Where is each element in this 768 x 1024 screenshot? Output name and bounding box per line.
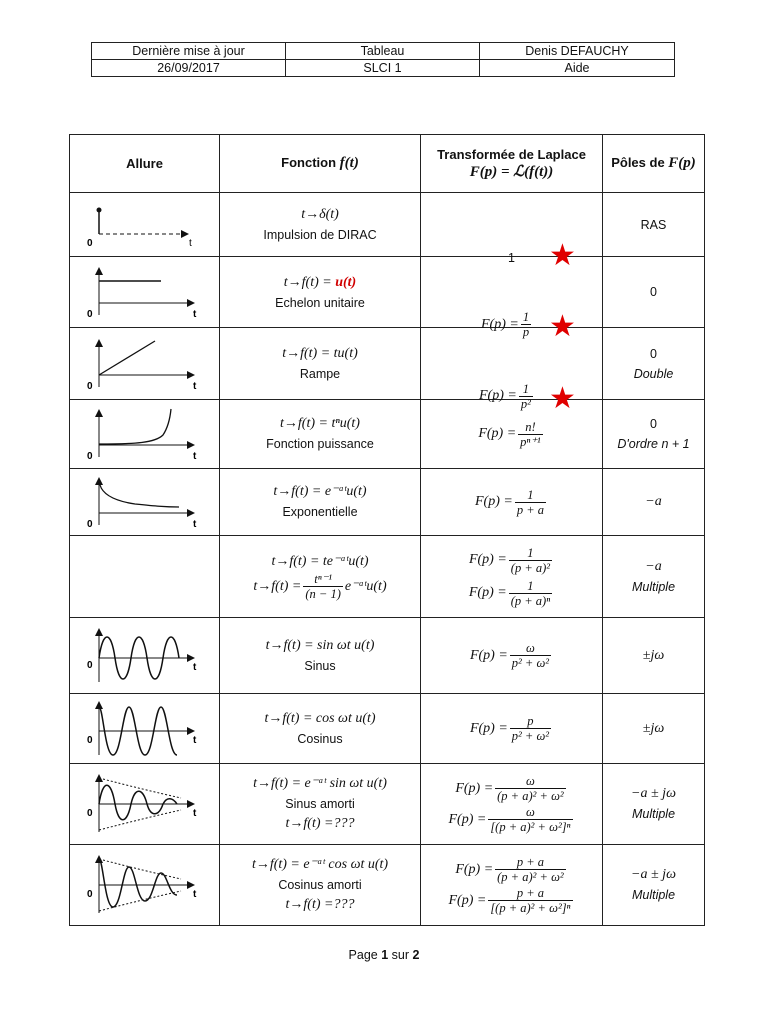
sinus-function: t→f(t) = sin ωt u(t) Sinus: [220, 618, 421, 694]
star-icon: ★: [549, 310, 576, 343]
header-table: [91, 42, 675, 77]
header-cell: SLCI 1: [286, 60, 480, 77]
sinamorti-poles: −a ± jω Multiple: [603, 764, 705, 845]
table-row: [70, 257, 705, 328]
header-cell: Tableau: [286, 43, 480, 60]
sinamorti-graph: [85, 772, 205, 836]
expo-graph: [85, 475, 205, 529]
col-poles: Pôles de F(p): [603, 135, 705, 193]
svg-text:t: t: [192, 661, 196, 673]
graph-sinamorti: [70, 764, 220, 845]
table-row: [70, 845, 705, 926]
col-allure: Allure: [70, 135, 220, 193]
svg-text:t: t: [188, 237, 192, 249]
expo-laplace: F(p) = $\frac{1}{p + a}$: [421, 469, 603, 536]
expo-poles: −a: [603, 469, 705, 536]
graph-puissance: [70, 400, 220, 469]
expo-function: t→f(t) = e⁻ᵃᵗu(t) Exponentielle: [220, 469, 421, 536]
header-cell: Dernière mise à jour: [92, 43, 286, 60]
svg-text:0: 0: [86, 808, 93, 819]
table-row: [70, 694, 705, 764]
graph-expo: [70, 469, 220, 536]
col-laplace: Transformée de Laplace F(p) = ℒ(f(t)): [421, 135, 603, 193]
dirac-poles: RAS: [603, 193, 705, 257]
svg-text:0: 0: [86, 380, 93, 391]
svg-text:0: 0: [86, 734, 93, 746]
svg-text:t: t: [192, 309, 196, 319]
dirac-graph: [85, 198, 205, 252]
star-icon: ★: [549, 238, 576, 272]
graph-sinus: [70, 618, 220, 694]
cosamorti-poles: −a ± jω Multiple: [603, 845, 705, 926]
table-row: [70, 618, 705, 694]
laplace-table: [69, 134, 705, 926]
echelon-poles: 0: [603, 257, 705, 328]
puissance-laplace: F(p) = $\frac{n!}{\text{pⁿ⁺¹}}$: [421, 400, 603, 469]
svg-text:0: 0: [86, 659, 93, 671]
cosamorti-graph: [85, 853, 205, 917]
cosinus-function: t→f(t) = cos ωt u(t) Cosinus: [220, 694, 421, 764]
puissance-poles: 0 D'ordre n + 1: [603, 400, 705, 469]
table-header-row: [70, 135, 705, 193]
header-cell: 26/09/2017: [92, 60, 286, 77]
svg-text:t: t: [192, 519, 196, 529]
cosamorti-laplace: F(p) = $\frac{p + a}{\text{(p + a)² + ω²}}$ F(p) = $\frac{p + a}{\text{[(p + a)² + ω²]ⁿ}}$: [421, 845, 603, 926]
sinamorti-laplace: F(p) = $\frac{\omega}{\text{(p + a)² + ω²}}$ F(p) = $\frac{\omega}{\text{[(p + a)² + ω²]ⁿ}}$: [421, 764, 603, 845]
svg-text:0: 0: [86, 237, 93, 249]
svg-text:t: t: [192, 451, 196, 461]
rampe-function: t→f(t) = tu(t) Rampe: [220, 328, 421, 400]
puissance-graph: [85, 407, 205, 461]
star-icon: ★: [549, 381, 576, 415]
cosinus-poles: ±jω: [603, 694, 705, 764]
table-row: [70, 193, 705, 257]
multi-poles: −a Multiple: [603, 536, 705, 618]
header-cell: Aide: [480, 60, 675, 77]
graph-rampe: [70, 328, 220, 400]
puissance-function: t→f(t) = tⁿu(t) Fonction puissance: [220, 400, 421, 469]
dirac-laplace: 1 ★: [421, 193, 603, 257]
header-cell: Denis DEFAUCHY: [480, 43, 675, 60]
multi-function: t→f(t) = te⁻ᵃᵗu(t) t→f(t) = $\frac{\text{tⁿ⁻¹}}{(n - 1)}$ e⁻ᵃᵗu(t): [220, 536, 421, 618]
echelon-function: t→f(t) = u(t) Echelon unitaire: [220, 257, 421, 328]
svg-text:t: t: [192, 889, 196, 900]
rampe-laplace: F(p) = $\frac{1}{\text{p²}}$ ★: [421, 328, 603, 400]
svg-text:t: t: [192, 734, 196, 746]
graph-dirac: [70, 193, 220, 257]
svg-text:0: 0: [86, 889, 93, 900]
echelon-graph: [85, 265, 205, 319]
svg-text:t: t: [192, 380, 196, 391]
table-row: [70, 536, 705, 618]
table-row: [70, 328, 705, 400]
col-fonction: Fonction f(t): [220, 135, 421, 193]
echelon-laplace: F(p) = $\frac{1}{p}$ ★: [421, 257, 603, 328]
table-row: [70, 764, 705, 845]
rampe-poles: 0 Double: [603, 328, 705, 400]
svg-text:t: t: [192, 808, 196, 819]
graph-cosamorti: [70, 845, 220, 926]
page-footer: Page 1 sur 2: [348, 948, 420, 962]
sinus-poles: ±jω: [603, 618, 705, 694]
sinus-laplace: F(p) = $\frac{\omega}{\text{p² + ω²}}$: [421, 618, 603, 694]
sinamorti-function: t→f(t) = e⁻ᵃᵗ sin ωt u(t) Sinus amorti t→f(t) =???: [220, 764, 421, 845]
svg-text:0: 0: [86, 309, 93, 319]
cosinus-laplace: F(p) = $\frac{p}{\text{p² + ω²}}$: [421, 694, 603, 764]
cosamorti-function: t→f(t) = e⁻ᵃᵗ cos ωt u(t) Cosinus amorti t→f(t) =???: [220, 845, 421, 926]
multi-laplace: F(p) = $\frac{1}{\text{(p + a)²}}$ F(p) = $\frac{1}{\text{(p + a)ⁿ}}$: [421, 536, 603, 618]
sinus-graph: [85, 626, 205, 686]
graph-empty: [70, 536, 220, 618]
svg-text:0: 0: [86, 519, 93, 529]
table-row: [70, 469, 705, 536]
cosinus-graph: [85, 699, 205, 759]
table-row: [70, 400, 705, 469]
graph-echelon: [70, 257, 220, 328]
dirac-function: t→δ(t) Impulsion de DIRAC: [220, 193, 421, 257]
graph-cosinus: [70, 694, 220, 764]
svg-text:0: 0: [86, 451, 93, 461]
rampe-graph: [85, 337, 205, 391]
